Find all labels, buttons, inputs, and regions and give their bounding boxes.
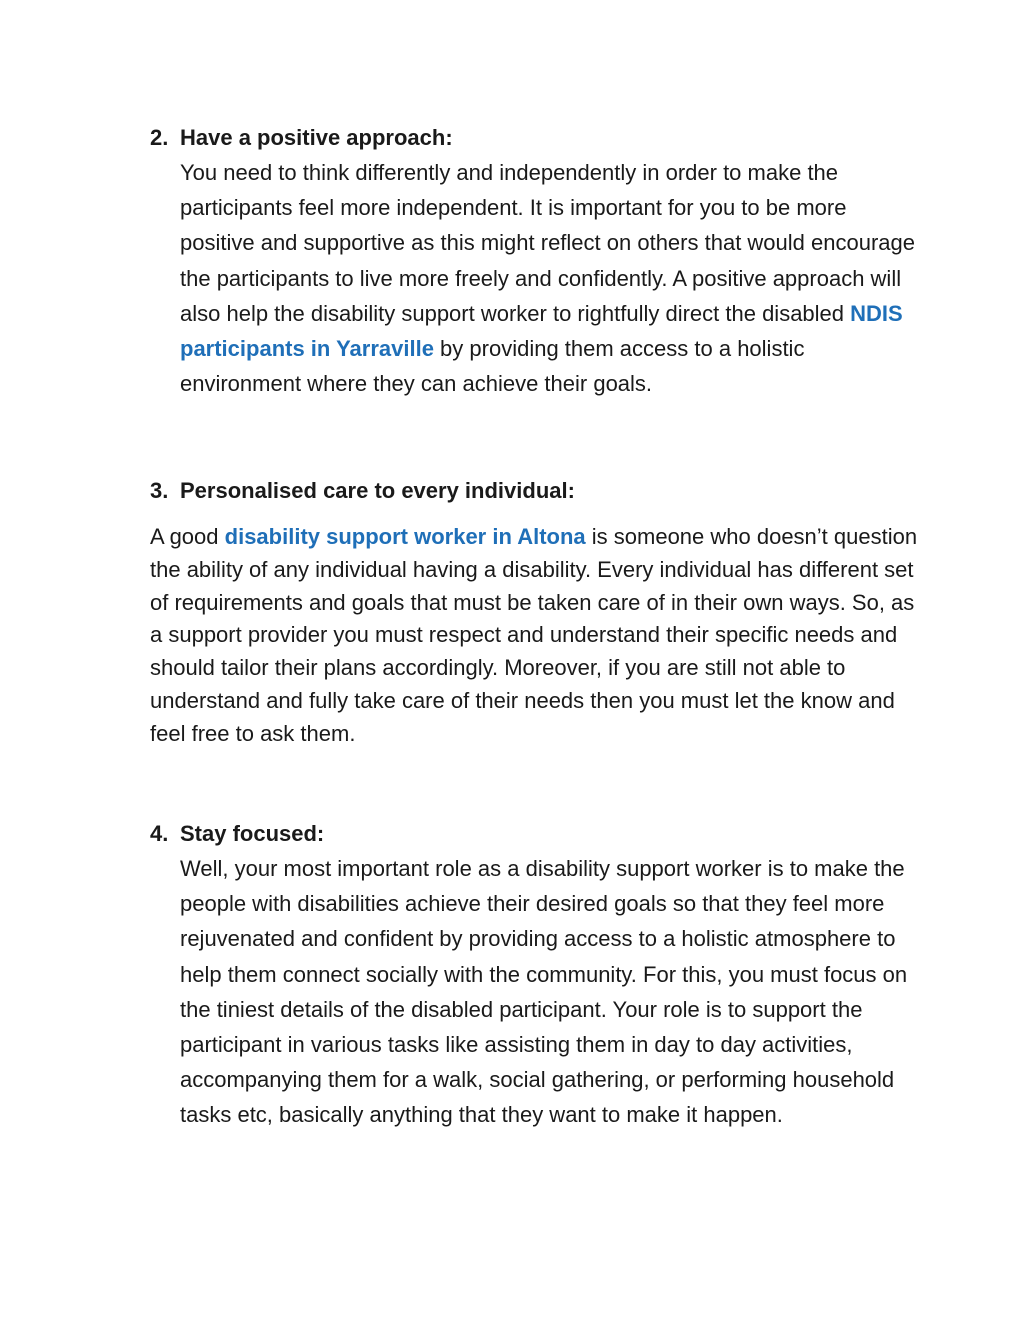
- section-number: 2.: [150, 125, 169, 150]
- ndis-participants-yarraville-link[interactable]: NDIS participants in Yarraville: [180, 300, 903, 362]
- paragraph-text: by providing them access to a holistic environment where they can achieve their goals.: [180, 336, 805, 397]
- section-paragraph: Well, your most important role as a disability support worker is to make the people with disabilities achieve their desired goals so that they feel more rejuvenated and confident by providing access to a holistic atmosphere to help them connect socially with the community. For this, you must focus on the tiniest details of the disabled participant. Your role is to support the participant in various tasks like assisting them in day to day activities, accompanying them for a walk, social gathering, or performing household tasks etc, basically anything that they want to make it happen.: [180, 856, 908, 1128]
- section-heading: [150, 121, 920, 155]
- section-heading: [150, 474, 920, 508]
- section-positive-approach: [150, 121, 920, 401]
- disability-support-worker-altona-link[interactable]: disability support worker in Altona: [224, 524, 586, 549]
- paragraph-text: is someone who doesn’t question the ability of any individual having a disability. Every individual has different set of requirements and goals that must be taken care of in their own ways. So, as a support provider you must respect and understand their specific needs and should tailor their plans accordingly. Moreover, if you are still not able to understand and fully take care of their needs then you must let the know and feel free to ask them.: [150, 524, 918, 746]
- section-heading: [150, 817, 920, 851]
- section-title: Stay focused:: [180, 821, 325, 846]
- section-number: 3.: [150, 478, 169, 503]
- section-title: Personalised care to every individual:: [180, 478, 575, 503]
- section-paragraph: [150, 155, 920, 401]
- section-personalised-care: [150, 474, 920, 751]
- section-number: 4.: [150, 821, 169, 846]
- section-title: Have a positive approach:: [180, 125, 453, 150]
- paragraph-text: You need to think differently and independently in order to make the participants feel more independent. It is important for you to be more positive and supportive as this might reflect on others that would encourage the participants to live more freely and confidently. A positive approach will also help the disability support worker to rightfully direct the disabled: [180, 160, 915, 326]
- section-stay-focused: [150, 817, 920, 1133]
- section-paragraph: [150, 521, 920, 751]
- paragraph-text: A good: [150, 524, 225, 549]
